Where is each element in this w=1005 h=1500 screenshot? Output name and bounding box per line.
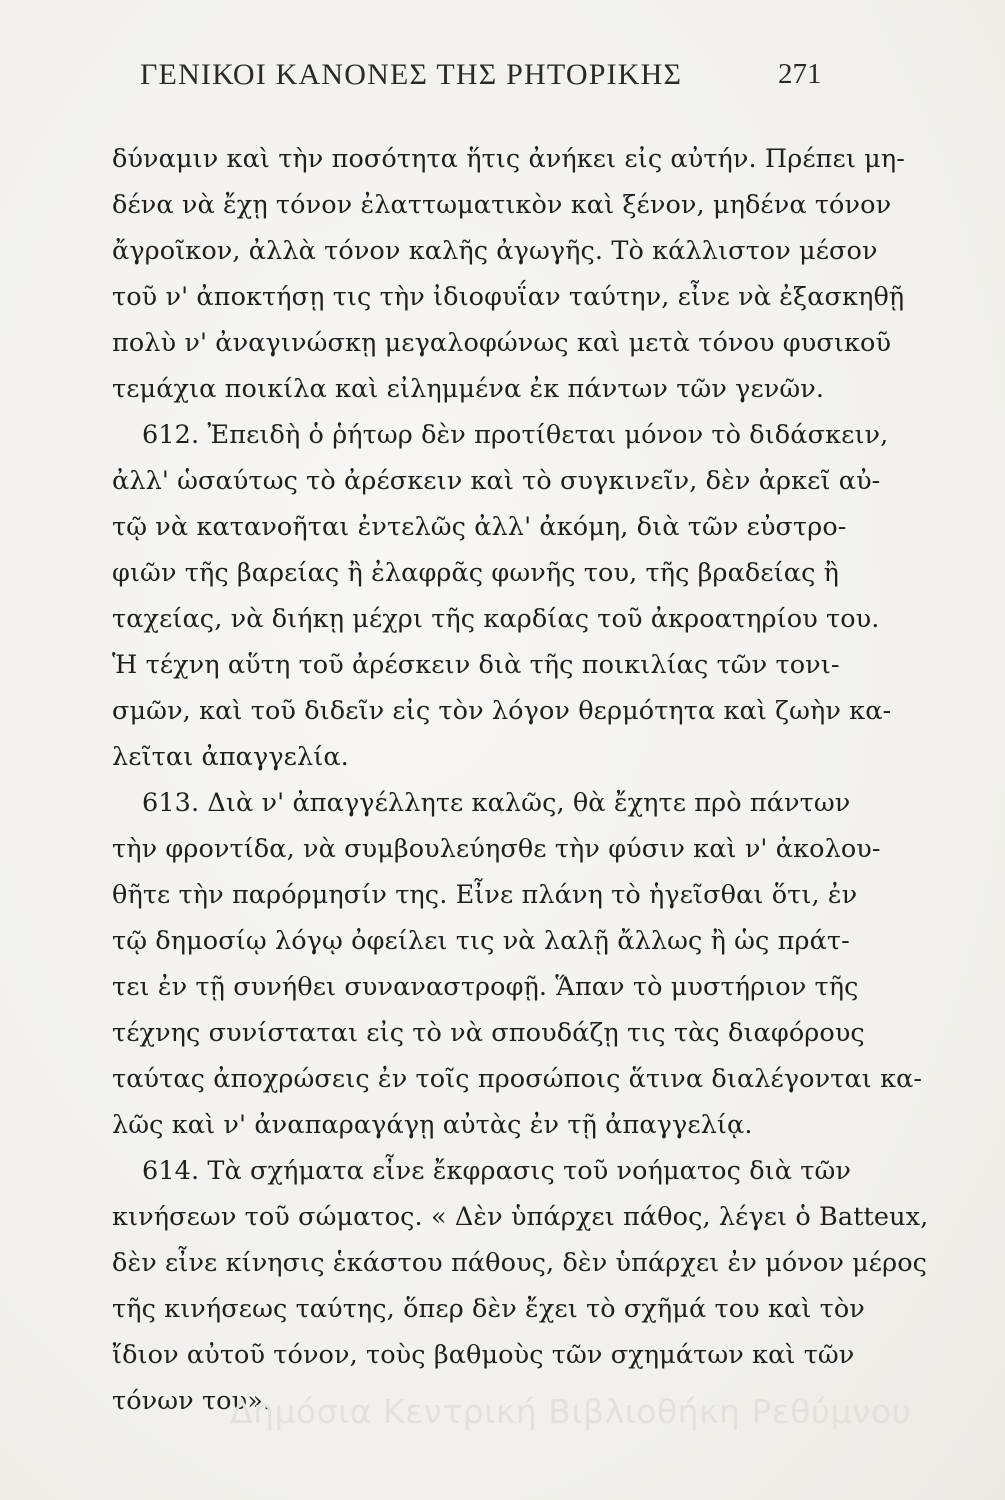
text-line: θῆτε τὴν παρόρμησίν της. Εἶνε πλάνη τὸ ἡγεῖσθαι ὅτι, ἐν [112,880,858,910]
page-header [0,58,1005,98]
text-line: δύναμιν καὶ τὴν ποσότητα ἥτις ἀνήκει εἰς αὐτήν. Πρέπει μη- [112,144,905,174]
text-line: σμῶν, καὶ τοῦ διδεῖν εἰς τὸν λόγον θερμότητα καὶ ζωὴν κα- [112,696,892,726]
paragraph-612-start: 612. Ἐπειδὴ ὁ ῥήτωρ δὲν προτίθεται μόνον τὸ διδάσκειν, [142,420,889,450]
text-line: πολὺ ν' ἀναγινώσκῃ μεγαλοφώνως καὶ μετὰ τόνου φυσικοῦ [112,328,892,358]
text-line: τει ἐν τῇ συνήθει συναναστροφῇ. Ἅπαν τὸ μυστήριον τῆς [112,972,859,1002]
page-number: 271 [778,58,822,90]
text-line: τῷ δημοσίῳ λόγῳ ὀφείλει τις νὰ λαλῇ ἄλλως ἢ ὡς πράτ- [112,926,850,956]
paragraph-613-start: 613. Διὰ ν' ἀπαγγέλλητε καλῶς, θὰ ἔχητε πρὸ πάντων [142,788,851,818]
text-line: τῆς κινήσεως ταύτης, ὅπερ δὲν ἔχει τὸ σχῆμά του καὶ τὸν [112,1294,865,1324]
text-line: ἀλλ' ὡσαύτως τὸ ἀρέσκειν καὶ τὸ συγκινεῖν, δὲν ἀρκεῖ αὐ- [112,466,881,496]
text-line: ταύτας ἀποχρώσεις ἐν τοῖς προσώποις ἅτινα διαλέγονται κα- [112,1064,923,1094]
text-line: τοῦ ν' ἀποκτήσῃ τις τὴν ἰδιοφυΐαν ταύτην, εἶνε νὰ ἐξασκηθῇ [112,282,905,312]
body-text [112,136,929,1424]
text-line: τεμάχια ποικίλα καὶ εἰλημμένα ἐκ πάντων τῶν γενῶν. [112,374,825,404]
text-line: ἄγροῖκον, ἀλλὰ τόνον καλῆς ἀγωγῆς. Τὸ κάλλιστον μέσον [112,236,878,266]
text-line: τέχνης συνίσταται εἰς τὸ νὰ σπουδάζῃ τις τὰς διαφόρους [112,1018,865,1048]
text-line: τόνων του». [112,1386,272,1416]
text-line: κινήσεων τοῦ σώματος. « Δὲν ὑπάρχει πάθος, λέγει ὁ Batteux, [112,1202,929,1232]
text-line: τὴν φροντίδα, νὰ συμβουλεύησθε τὴν φύσιν καὶ ν' ἀκολου- [112,834,881,864]
text-line: ταχείας, νὰ διήκῃ μέχρι τῆς καρδίας τοῦ ἀκροατηρίου του. [112,604,880,634]
text-line: λεῖται ἀπαγγελία. [112,742,349,772]
text-line: φιῶν τῆς βαρείας ἢ ἐλαφρᾶς φωνῆς του, τῆς βραδείας ἢ [112,558,840,588]
text-line: τῷ νὰ κατανοῆται ἐντελῶς ἀλλ' ἀκόμη, διὰ τῶν εὐστρο- [112,512,847,542]
library-watermark: Δημόσια Κεντρική Βιβλιοθήκη Ρεθύμνου [230,1392,912,1431]
text-line: δὲν εἶνε κίνησις ἑκάστου πάθους, δὲν ὑπάρχει ἐν μόνον μέρος [112,1248,928,1278]
text-line: δένα νὰ ἔχῃ τόνον ἐλαττωματικὸν καὶ ξένον, μηδένα τόνον [112,190,892,220]
text-line: Ἡ τέχνη αὕτη τοῦ ἀρέσκειν διὰ τῆς ποικιλίας τῶν τονι- [112,650,840,680]
text-line: ἴδιον αὐτοῦ τόνον, τοὺς βαθμοὺς τῶν σχημάτων καὶ τῶν [112,1340,855,1370]
paragraph-614-start: 614. Τὰ σχήματα εἶνε ἔκφρασις τοῦ νοήματος διὰ τῶν [142,1156,852,1186]
running-title: ΓΕΝΙΚΟΙ ΚΑΝΟΝΕΣ ΤΗΣ ΡΗΤΟΡΙΚΗΣ [140,58,683,91]
text-line: λῶς καὶ ν' ἀναπαραγάγῃ αὐτὰς ἐν τῇ ἀπαγγελίᾳ. [112,1110,753,1140]
